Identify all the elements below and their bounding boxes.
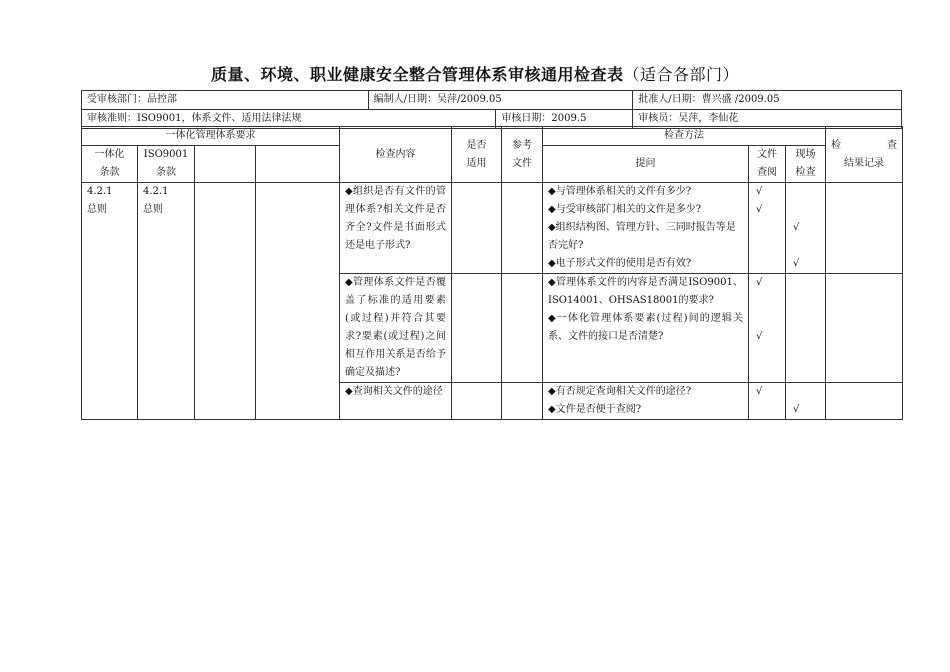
reference-doc-header-line1: 参考 bbox=[512, 139, 532, 151]
integrated-clause-no: 4.2.1 bbox=[87, 186, 113, 197]
iso-clause-header bbox=[138, 146, 195, 183]
table-row bbox=[82, 183, 903, 274]
doc-review-cell bbox=[749, 383, 786, 420]
reference-doc-cell bbox=[502, 383, 543, 420]
check-mark: √ bbox=[756, 186, 763, 197]
integrated-clause-header-line1: 一体化 bbox=[94, 149, 125, 160]
reference-doc-cell bbox=[502, 183, 543, 274]
iso-clause-header-line1: ISO9001 bbox=[143, 149, 189, 160]
applicable-cell bbox=[452, 183, 502, 274]
compiler-date: 编制人/日期：吴萍/2009.05 bbox=[368, 91, 633, 110]
check-content-cell: ◆组织是否有文件的管理体系?相关文件是否齐全?文件是书面形式还是电子形式? bbox=[340, 183, 452, 274]
audit-criteria: 审核准则：ISO9001，体系文件、适用法律法规 bbox=[82, 110, 496, 129]
blank-header-1 bbox=[195, 146, 256, 183]
question-item: ◆电子形式文件的使用是否有效? bbox=[548, 258, 692, 269]
blank-cell-1 bbox=[195, 183, 256, 420]
result-record-cell bbox=[826, 383, 903, 420]
iso-clause-header-line2: 条款 bbox=[156, 167, 176, 178]
result-record-cell bbox=[826, 274, 903, 383]
checklist-table bbox=[81, 126, 903, 420]
integrated-clause-cell bbox=[82, 183, 138, 420]
title-paren: （适合各部门） bbox=[623, 65, 740, 84]
question-cell bbox=[543, 183, 749, 274]
question-item: ◆文件是否便于查阅? bbox=[548, 404, 642, 415]
spacer bbox=[793, 383, 820, 401]
question-cell bbox=[543, 383, 749, 420]
question-item: ◆组织结构图、管理方针、三同时报告等是否完好? bbox=[548, 222, 736, 251]
question-cell bbox=[543, 274, 749, 383]
site-check-cell bbox=[786, 274, 826, 383]
iso-clause-cell bbox=[138, 183, 195, 420]
check-content-header: 检查内容 bbox=[340, 127, 452, 183]
check-content-cell: ◆管理体系文件是否覆盖了标准的适用要素(或过程)并符合其要求?要素(或过程)之间相互作用关系是否给予确定及描述? bbox=[340, 274, 452, 383]
site-check-header-line2: 检查 bbox=[795, 167, 816, 178]
result-header-line2: 结果记录 bbox=[844, 157, 884, 169]
applicable-header bbox=[452, 127, 502, 183]
result-record-header bbox=[826, 127, 903, 183]
header-info-table bbox=[81, 90, 902, 129]
question-item: ◆管理体系文件的内容是否满足ISO9001、ISO14001、OHSAS18001的要求? bbox=[548, 277, 743, 306]
check-mark: √ bbox=[756, 204, 763, 215]
doc-review-cell bbox=[749, 274, 786, 383]
reference-doc-header-line2: 文件 bbox=[512, 157, 532, 169]
reference-doc-cell bbox=[502, 274, 543, 383]
auditors: 审核员：吴萍，李仙花 bbox=[633, 110, 902, 129]
doc-review-header-line1: 文件 bbox=[757, 149, 777, 160]
check-mark bbox=[756, 255, 780, 273]
doc-review-header-line2: 查阅 bbox=[757, 167, 777, 178]
check-mark bbox=[793, 237, 820, 255]
check-content-cell: ◆查询相关文件的途径 bbox=[340, 383, 452, 420]
document-title bbox=[0, 62, 950, 85]
applicable-header-line1: 是否 bbox=[466, 139, 487, 151]
check-mark bbox=[793, 183, 820, 201]
site-check-header bbox=[786, 146, 826, 183]
approver-date: 批准人/日期：曹兴盛 /2009.05 bbox=[633, 91, 902, 110]
reference-doc-header bbox=[502, 127, 543, 183]
check-mark: √ bbox=[756, 386, 763, 397]
doc-review-header bbox=[749, 146, 786, 183]
doc-review-cell bbox=[749, 183, 786, 274]
result-header-line1: 检 查 bbox=[831, 139, 897, 151]
check-mark: √ bbox=[793, 404, 800, 415]
audit-date: 审核日期：2009.5 bbox=[496, 110, 633, 129]
title-main: 质量、环境、职业健康安全整合管理体系审核通用检查表 bbox=[210, 65, 624, 84]
integrated-clause-name: 总则 bbox=[87, 204, 107, 215]
check-mark bbox=[756, 219, 780, 237]
check-mark: √ bbox=[756, 331, 763, 342]
question-item: ◆与管理体系相关的文件有多少? bbox=[548, 186, 692, 197]
applicable-cell bbox=[452, 383, 502, 420]
site-check-cell bbox=[786, 183, 826, 274]
check-mark: √ bbox=[793, 258, 800, 269]
spacer bbox=[756, 292, 780, 310]
applicable-cell bbox=[452, 274, 502, 383]
result-record-cell bbox=[826, 183, 903, 274]
question-item: ◆一体化管理体系要素(过程)间的逻辑关系、文件的接口是否清楚? bbox=[548, 313, 743, 342]
integrated-clause-header bbox=[82, 146, 138, 183]
iso-clause-name: 总则 bbox=[143, 204, 163, 215]
question-header: 提问 bbox=[543, 146, 749, 183]
site-check-cell bbox=[786, 383, 826, 420]
applicable-header-line2: 适用 bbox=[466, 157, 487, 169]
check-method-header: 检查方法 bbox=[543, 127, 826, 146]
audited-department: 受审核部门：品控部 bbox=[82, 91, 369, 110]
blank-header-2 bbox=[256, 146, 340, 183]
iso-clause-no: 4.2.1 bbox=[143, 186, 169, 197]
integrated-clause-header-line2: 条款 bbox=[99, 167, 120, 178]
check-mark: √ bbox=[793, 222, 800, 233]
question-item: ◆有否规定查询相关文件的途径? bbox=[548, 386, 692, 397]
check-mark bbox=[756, 237, 780, 255]
site-check-header-line1: 现场 bbox=[795, 149, 816, 160]
question-item: ◆与受审核部门相关的文件是多少? bbox=[548, 204, 702, 215]
check-mark: √ bbox=[756, 277, 763, 288]
check-mark bbox=[793, 201, 820, 219]
blank-cell-2 bbox=[256, 183, 340, 420]
integrated-requirements-header: 一体化管理体系要求 bbox=[82, 127, 340, 146]
spacer bbox=[756, 310, 780, 328]
